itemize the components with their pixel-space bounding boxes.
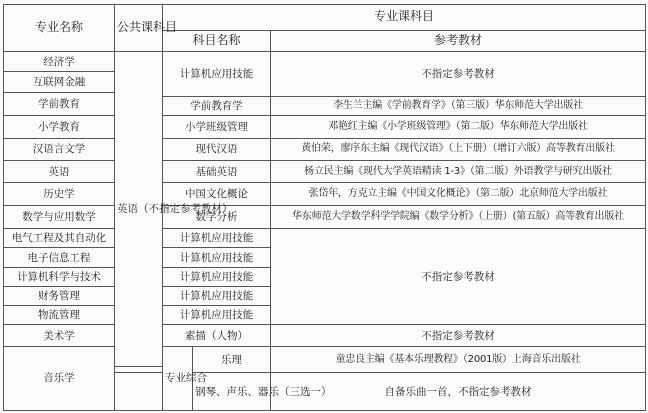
subject-name: 数学分析 [163, 205, 271, 229]
reference-book: 不指定参考教材 [271, 229, 646, 325]
subject-name: 中国文化概论 [163, 183, 271, 205]
header-major-name: 专业名称 [4, 5, 115, 52]
subject-name: 计算机应用技能 [163, 229, 271, 248]
major-name: 汉语言文学 [4, 138, 115, 160]
subject-name: 素描（人物） [163, 325, 271, 346]
reference-book: 黄伯荣，廖序东主编《现代汉语》（上下册）（增订六版）高等教育出版社 [271, 138, 646, 160]
header-reference-books: 参考教材 [271, 30, 646, 51]
subject-name: 学前教育学 [163, 96, 271, 115]
public-course-music-blank [115, 373, 163, 411]
major-name: 经济学 [4, 52, 115, 72]
subject-name: 小学班级管理 [163, 116, 271, 138]
reference-book: 不指定参考教材 [271, 52, 646, 97]
header-subject-name: 科目名称 [163, 30, 271, 51]
subject-name: 计算机应用技能 [163, 286, 271, 305]
header-public-course: 公共课科目 [115, 5, 163, 52]
subject-name: 计算机应用技能 [163, 267, 271, 286]
major-name: 计算机科学与技术 [4, 267, 115, 286]
subject-group-music-comprehensive: 专业综合 [163, 346, 193, 410]
major-name: 物流管理 [4, 306, 115, 325]
major-name: 互联网金融 [4, 72, 115, 92]
subject-name: 计算机应用技能 [163, 306, 271, 325]
major-name: 小学教育 [4, 116, 115, 138]
major-name: 历史学 [4, 183, 115, 205]
reference-book: 邓艳红主编《小学班级管理》（第二版）华东师范大学出版社 [271, 116, 646, 138]
header-major-courses: 专业课科目 [163, 5, 646, 31]
major-name: 音乐学 [4, 346, 115, 410]
major-name: 美术学 [4, 325, 115, 346]
subject-name: 基础英语 [163, 160, 271, 182]
major-name: 英语 [4, 160, 115, 182]
public-course-english: 英语（不指定参考教材） [115, 52, 163, 367]
subject-name: 计算机应用技能 [163, 248, 271, 267]
reference-book: 童忠良主编《基本乐理教程》（2001版）上海音乐出版社 [271, 346, 646, 373]
reference-book: 李生兰主编《学前教育学》（第三版）华东师范大学出版社 [271, 96, 646, 115]
subject-name: 乐理 [193, 346, 271, 373]
subjects-table [3, 4, 646, 411]
major-name: 学前教育 [4, 92, 115, 115]
reference-book: 不指定参考教材 [271, 325, 646, 346]
major-name: 电子信息工程 [4, 248, 115, 267]
major-name: 数学与应用数学 [4, 205, 115, 229]
reference-book: 杨立民主编《现代大学英语精读 1-3》（第二版）外语教学与研究出版社 [271, 160, 646, 182]
major-name: 电气工程及其自动化 [4, 229, 115, 248]
reference-book: 自备乐曲一首，不指定参考教材 [271, 373, 646, 411]
subject-name: 计算机应用技能 [163, 52, 271, 97]
reference-book: 华东师范大学数学科学学院编《数学分析》（上册）(第五版）高等教育出版社 [271, 205, 646, 229]
subject-name: 现代汉语 [163, 138, 271, 160]
subject-name: 钢琴、声乐、器乐（三选一） [193, 373, 271, 411]
reference-book: 张岱年，方克立主编《中国文化概论》（第二版）北京师范大学出版社 [271, 183, 646, 205]
major-name: 财务管理 [4, 286, 115, 305]
